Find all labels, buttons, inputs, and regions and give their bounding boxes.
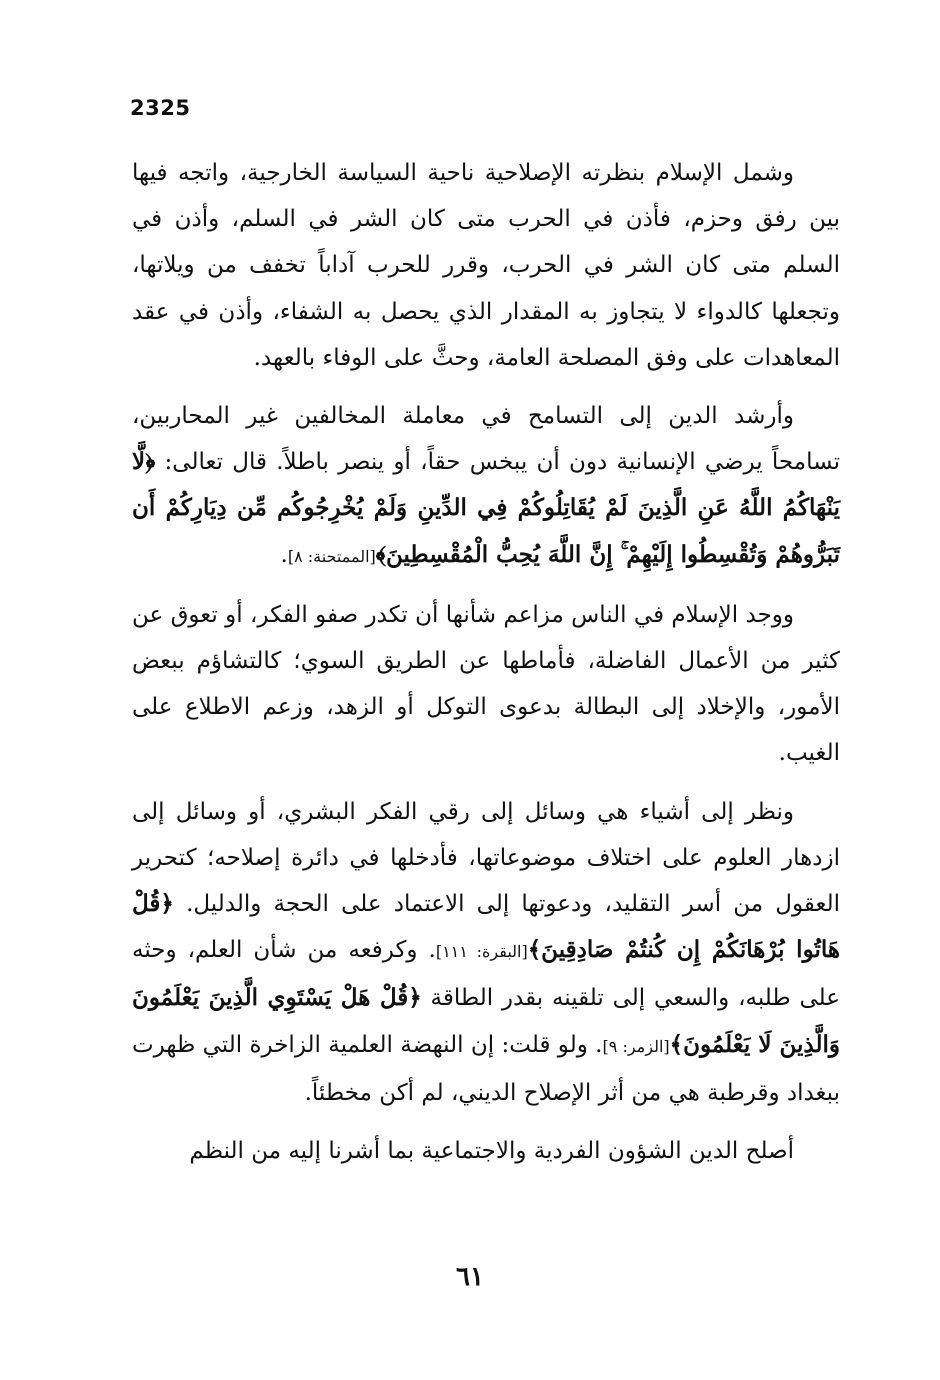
quran-verse: ﴿قُلْ هَاتُوا بُرْهَانَكُمْ إِن كُنتُمْ صَادِقِينَ﴾ [132, 890, 840, 964]
page-header-number: 2325 [130, 96, 191, 120]
quran-verse: ﴿لَّا يَنْهَاكُمُ اللَّهُ عَنِ الَّذِينَ لَمْ يُقَاتِلُوكُمْ فِي الدِّينِ وَلَمْ يُخْرِجُوكُم مِّن دِيَارِكُمْ أَن تَبَرُّوهُمْ وَتُقْسِطُوا إِلَيْهِمْ ۚ إِنَّ اللَّهَ يُحِبُّ الْمُقْسِطِينَ﴾ [132, 448, 840, 568]
paragraph-text: . وكرفعه من شأن العلم، وحثه على طلبه، والسعي إلى تلقينه بقدر الطاقة [132, 937, 840, 1012]
paragraph [132, 592, 840, 777]
page-footer-number: ٦١ [456, 1262, 484, 1292]
paragraph-text: أصلح الدين الشؤون الفردية والاجتماعية بما أشرنا إليه من النظم [189, 1138, 794, 1165]
paragraph-text: . ولو قلت: إن النهضة العلمية الزاخرة التي ظهرت ببغداد وقرطبة هي من أثر الإصلاح الديني، لم أكن مخطئاً. [132, 1031, 840, 1106]
paragraph-text: ووجد الإسلام في الناس مزاعم شأنها أن تكدر صفو الفكر، أو تعوق عن كثير من الأعمال الفاضلة، فأماطها عن الطريق السوي؛ كالتشاؤم ببعض الأمور، والإخلاد إلى البطالة بدعوى التوكل أو الزهد، وزعم الاطلاع على الغيب. [132, 601, 840, 767]
paragraph-text: وأرشد الدين إلى التسامح في معاملة المخالفين غير المحاربين، تسامحاً يرضي الإنسانية دون أن يبخس حقاً، أو ينصر باطلاً. قال تعالى: [132, 403, 840, 476]
verse-reference: [الممتحنة: ٨] [287, 546, 376, 566]
paragraph [132, 393, 840, 580]
paragraph [132, 1128, 840, 1174]
verse-reference: [البقرة: ١١١] [435, 942, 528, 962]
paragraph [132, 150, 840, 381]
verse-reference: [الزمر: ٩] [602, 1036, 670, 1056]
paragraph-text: ونظر إلى أشياء هي وسائل إلى رقي الفكر البشري، أو وسائل إلى ازدهار العلوم على اختلاف موضوعاتها، فأدخلها في دائرة إصلاحه؛ كتحرير العقول من أسر التقليد، ودعوتها إلى الاعتماد على الحجة والدليل. [132, 798, 840, 918]
body-text [132, 150, 840, 1186]
paragraph [132, 789, 840, 1116]
paragraph-text: . [280, 541, 288, 568]
paragraph-text: وشمل الإسلام بنظرته الإصلاحية ناحية السياسة الخارجية، واتجه فيها بين رفق وحزم، فأذن في الحرب متى كان الشر في السلم، وأذن في السلم متى كان الشر في الحرب، وقرر للحرب آداباً تخفف من ويلاتها، وتجعلها كالدواء لا يتجاوز به المقدار الذي يحصل به الشفاء، وأذن في عقد المعاهدات على وفق المصلحة العامة، وحثَّ على الوفاء بالعهد. [132, 160, 840, 371]
quran-verse: ﴿قُلْ هَلْ يَسْتَوِي الَّذِينَ يَعْلَمُونَ وَالَّذِينَ لَا يَعْلَمُونَ﴾ [132, 984, 841, 1058]
